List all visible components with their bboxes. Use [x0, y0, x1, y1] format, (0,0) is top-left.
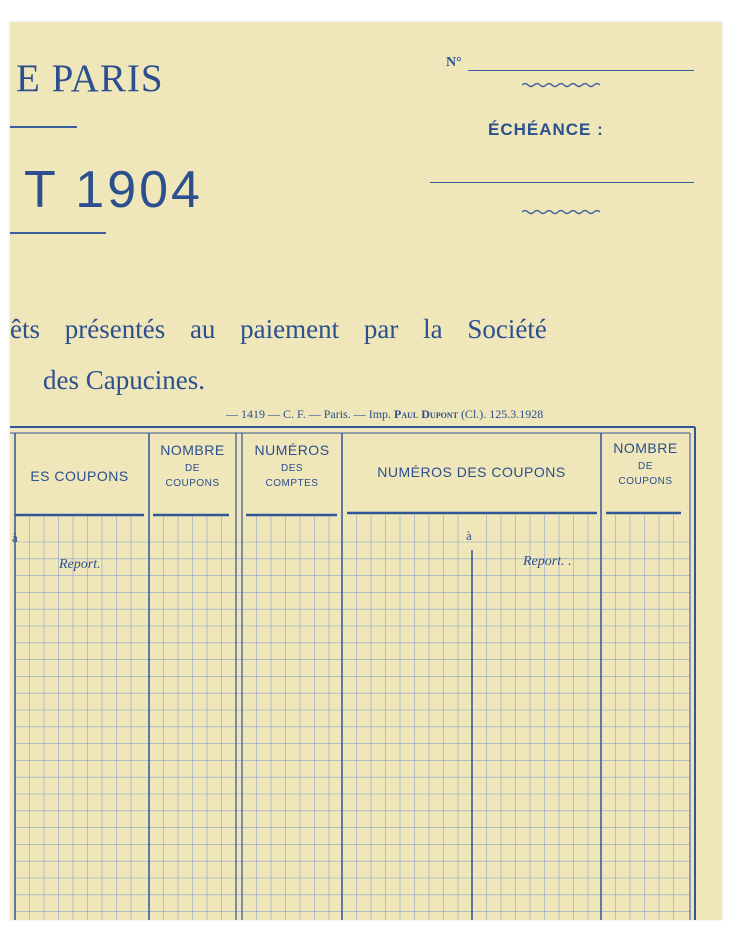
- col-header-numeros-coupons: NUMÉROS DES COUPONS: [377, 464, 566, 480]
- col-header-nombre-left: [149, 442, 236, 491]
- description-line-2: des Capucines.: [43, 365, 205, 395]
- col-header-numeros-comptes-line1: NUMÉROS: [254, 442, 330, 458]
- col-header-nombre-right-line1: NOMBRE: [613, 440, 678, 456]
- imprint-suffix: (Cl.). 125.3.1928: [460, 407, 544, 421]
- report-label-right: Report. .: [523, 554, 572, 569]
- echeance-label: ÉCHÉANCE :: [488, 120, 604, 139]
- range-marker-left: à: [12, 530, 18, 545]
- col-header-nombre-right-line2: DE: [638, 460, 653, 472]
- imprint-prefix: — 1419 — C. F. — Paris. — Imp.: [226, 407, 392, 421]
- imprint-printer: Paul Dupont: [394, 407, 458, 421]
- col-header-coupons-left: ES COUPONS: [30, 468, 129, 484]
- col-header-numeros-comptes-line2: DES: [280, 462, 304, 474]
- col-header-nombre-left-line1: NOMBRE: [160, 442, 225, 458]
- year-fragment: T 1904: [24, 161, 203, 219]
- col-header-numeros-comptes: [242, 442, 342, 491]
- col-header-numeros-comptes-line3: COMPTES: [265, 478, 319, 489]
- col-header-nombre-right-line3: COUPONS: [618, 476, 673, 487]
- col-header-nombre-left-line3: COUPONS: [165, 478, 220, 489]
- title-fragment: E PARIS: [16, 57, 164, 100]
- col-header-nombre-left-line2: DE: [185, 462, 200, 474]
- number-label: N°: [446, 55, 462, 70]
- range-marker-right: à: [466, 528, 472, 543]
- description-line-1: êts présentés au paiement par la Société: [10, 314, 547, 344]
- report-label-left: Report.: [59, 557, 101, 572]
- col-header-nombre-right: [601, 440, 690, 489]
- form-sheet: [10, 22, 722, 920]
